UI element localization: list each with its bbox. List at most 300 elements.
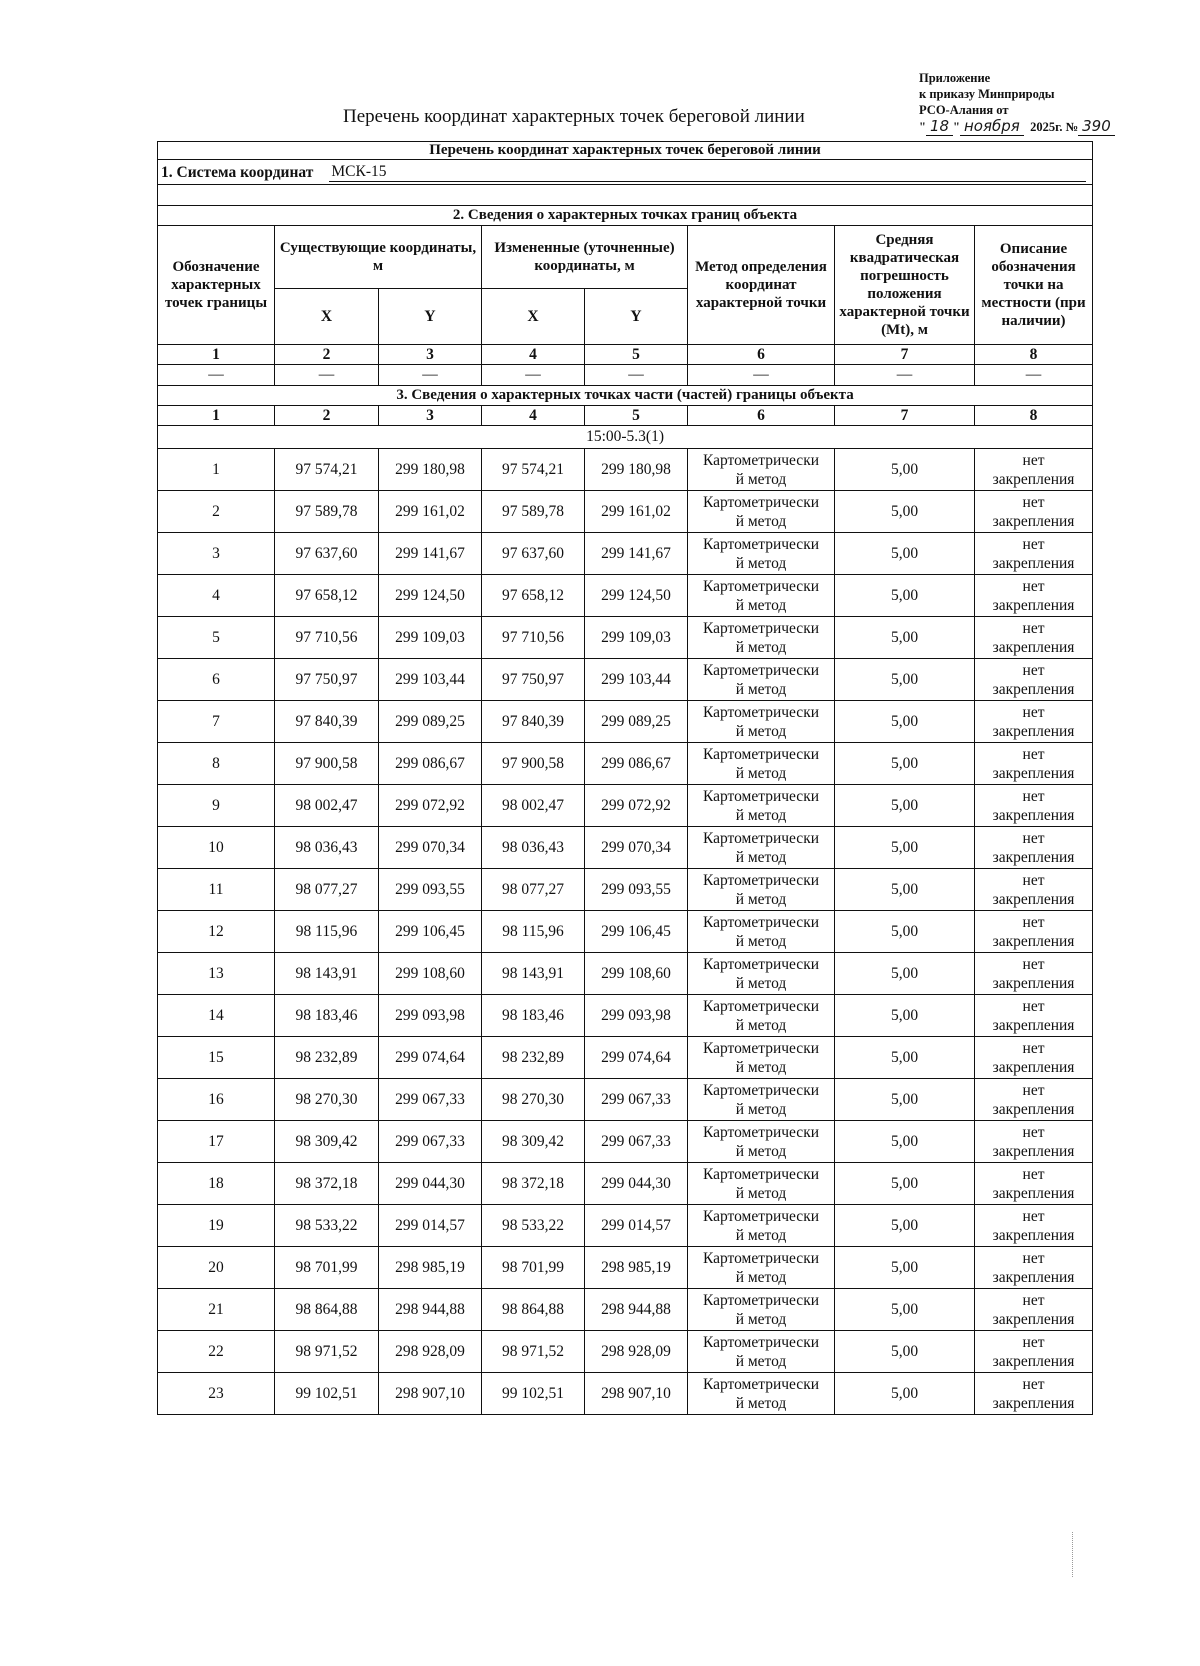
- table-row: [158, 1331, 1093, 1373]
- method-cell: [688, 449, 835, 491]
- method-line-1: Картометрически: [702, 997, 820, 1015]
- changed-y: 299 067,33: [585, 1121, 688, 1163]
- method-line-1: Картометрически: [702, 1123, 820, 1141]
- existing-y: 299 124,50: [379, 575, 482, 617]
- method-line-1: Картометрически: [702, 1291, 820, 1309]
- description-line-2: закрепления: [992, 1310, 1075, 1328]
- method-line-2: й метод: [735, 1100, 787, 1118]
- error-value: 5,00: [835, 911, 975, 953]
- method-line-2: й метод: [735, 806, 787, 824]
- existing-y: 299 067,33: [379, 1121, 482, 1163]
- description-line-1: нет: [1022, 1165, 1045, 1183]
- method-cell: [688, 1121, 835, 1163]
- method-line-1: Картометрически: [702, 1165, 820, 1183]
- description-line-1: нет: [1022, 703, 1045, 721]
- error-value: 5,00: [835, 491, 975, 533]
- existing-y: 299 072,92: [379, 785, 482, 827]
- existing-y: 299 103,44: [379, 659, 482, 701]
- description-line-2: закрепления: [992, 470, 1075, 488]
- coordinate-system-label: 1. Система координат: [161, 164, 314, 181]
- section-3-title: 3. Сведения о характерных точках части (частей) границы объекта: [158, 386, 1093, 406]
- error-value: 5,00: [835, 1247, 975, 1289]
- changed-x: 98 971,52: [482, 1331, 585, 1373]
- description-line-1: нет: [1022, 1207, 1045, 1225]
- method-line-1: Картометрически: [702, 535, 820, 553]
- header-x-changed: X: [482, 289, 585, 345]
- existing-y: 299 106,45: [379, 911, 482, 953]
- existing-y: 299 108,60: [379, 953, 482, 995]
- method-line-1: Картометрически: [702, 661, 820, 679]
- method-line-2: й метод: [735, 1352, 787, 1370]
- point-number: 15: [158, 1037, 275, 1079]
- method-cell: [688, 1037, 835, 1079]
- method-line-2: й метод: [735, 638, 787, 656]
- description-line-2: закрепления: [992, 1100, 1075, 1118]
- changed-x: 98 143,91: [482, 953, 585, 995]
- stamp-date-quote-close: ": [953, 120, 960, 134]
- existing-y: 299 070,34: [379, 827, 482, 869]
- method-cell: [688, 785, 835, 827]
- method-line-2: й метод: [735, 512, 787, 530]
- table-row: [158, 575, 1093, 617]
- method-line-1: Картометрически: [702, 1207, 820, 1225]
- changed-x: 98 372,18: [482, 1163, 585, 1205]
- column-number: 3: [379, 345, 482, 365]
- error-value: 5,00: [835, 1121, 975, 1163]
- existing-x: 97 574,21: [275, 449, 379, 491]
- changed-y: 299 014,57: [585, 1205, 688, 1247]
- table-row: [158, 1289, 1093, 1331]
- existing-x: 98 115,96: [275, 911, 379, 953]
- description-line-1: нет: [1022, 1375, 1045, 1393]
- changed-y: 299 074,64: [585, 1037, 688, 1079]
- changed-x: 98 232,89: [482, 1037, 585, 1079]
- table-row: [158, 1373, 1093, 1415]
- stamp-date-day: 18: [926, 117, 953, 136]
- description-line-2: закрепления: [992, 1016, 1075, 1034]
- changed-y: 299 070,34: [585, 827, 688, 869]
- column-number: 1: [158, 406, 275, 426]
- changed-y: 299 141,67: [585, 533, 688, 575]
- changed-y: 299 106,45: [585, 911, 688, 953]
- method-cell: [688, 1079, 835, 1121]
- description-cell: [975, 701, 1093, 743]
- method-line-2: й метод: [735, 764, 787, 782]
- changed-y: 299 093,55: [585, 869, 688, 911]
- error-value: 5,00: [835, 1331, 975, 1373]
- dash-cell: —: [275, 365, 379, 386]
- existing-x: 98 309,42: [275, 1121, 379, 1163]
- description-cell: [975, 575, 1093, 617]
- point-number: 23: [158, 1373, 275, 1415]
- method-line-1: Картометрически: [702, 745, 820, 763]
- method-line-1: Картометрически: [702, 913, 820, 931]
- method-line-1: Картометрически: [702, 1081, 820, 1099]
- description-line-1: нет: [1022, 787, 1045, 805]
- changed-y: 298 985,19: [585, 1247, 688, 1289]
- changed-x: 98 533,22: [482, 1205, 585, 1247]
- changed-y: 299 124,50: [585, 575, 688, 617]
- point-number: 21: [158, 1289, 275, 1331]
- changed-y: 298 928,09: [585, 1331, 688, 1373]
- changed-x: 98 309,42: [482, 1121, 585, 1163]
- method-line-1: Картометрически: [702, 577, 820, 595]
- description-line-1: нет: [1022, 1291, 1045, 1309]
- changed-y: 299 089,25: [585, 701, 688, 743]
- error-value: 5,00: [835, 1205, 975, 1247]
- existing-x: 98 270,30: [275, 1079, 379, 1121]
- description-line-2: закрепления: [992, 512, 1075, 530]
- section-2-row: [158, 206, 1093, 226]
- section-3-row: [158, 386, 1093, 406]
- existing-y: 299 180,98: [379, 449, 482, 491]
- existing-y: 299 074,64: [379, 1037, 482, 1079]
- description-line-1: нет: [1022, 871, 1045, 889]
- stamp-order-number: 390: [1078, 117, 1115, 136]
- changed-x: 98 002,47: [482, 785, 585, 827]
- dash-cell: —: [688, 365, 835, 386]
- description-line-1: нет: [1022, 1039, 1045, 1057]
- table-row: [158, 785, 1093, 827]
- method-cell: [688, 1247, 835, 1289]
- table-title-row: [158, 142, 1093, 160]
- header-row-main: [158, 226, 1093, 289]
- description-line-2: закрепления: [992, 596, 1075, 614]
- description-line-2: закрепления: [992, 554, 1075, 572]
- part-code-row: [158, 426, 1093, 449]
- method-line-2: й метод: [735, 722, 787, 740]
- description-line-1: нет: [1022, 619, 1045, 637]
- method-line-2: й метод: [735, 554, 787, 572]
- table-row: [158, 827, 1093, 869]
- existing-x: 97 750,97: [275, 659, 379, 701]
- error-value: 5,00: [835, 785, 975, 827]
- column-number: 5: [585, 345, 688, 365]
- error-value: 5,00: [835, 659, 975, 701]
- existing-x: 98 232,89: [275, 1037, 379, 1079]
- method-cell: [688, 491, 835, 533]
- error-value: 5,00: [835, 1163, 975, 1205]
- changed-y: 298 944,88: [585, 1289, 688, 1331]
- method-line-1: Картометрически: [702, 1249, 820, 1267]
- method-line-2: й метод: [735, 1016, 787, 1034]
- method-line-2: й метод: [735, 680, 787, 698]
- existing-x: 98 533,22: [275, 1205, 379, 1247]
- point-number: 3: [158, 533, 275, 575]
- description-cell: [975, 1079, 1093, 1121]
- scan-mark: [1072, 1532, 1074, 1577]
- error-value: 5,00: [835, 449, 975, 491]
- header-existing: Существующие координаты, м: [275, 226, 482, 289]
- changed-x: 97 900,58: [482, 743, 585, 785]
- table-row: [158, 1205, 1093, 1247]
- changed-x: 97 589,78: [482, 491, 585, 533]
- description-line-1: нет: [1022, 829, 1045, 847]
- description-line-1: нет: [1022, 1333, 1045, 1351]
- table-row: [158, 743, 1093, 785]
- existing-x: 98 077,27: [275, 869, 379, 911]
- error-value: 5,00: [835, 701, 975, 743]
- column-numbers-row: [158, 345, 1093, 365]
- column-number: 4: [482, 406, 585, 426]
- table-row: [158, 659, 1093, 701]
- existing-y: 299 067,33: [379, 1079, 482, 1121]
- changed-y: 299 108,60: [585, 953, 688, 995]
- stamp-line-2: к приказу Минприроды: [919, 87, 1055, 101]
- table-row: [158, 1037, 1093, 1079]
- changed-x: 98 036,43: [482, 827, 585, 869]
- description-cell: [975, 617, 1093, 659]
- stamp-line-3: РСО-Алания от: [919, 103, 1009, 117]
- table-row: [158, 533, 1093, 575]
- description-cell: [975, 1247, 1093, 1289]
- method-line-2: й метод: [735, 1142, 787, 1160]
- existing-x: 97 589,78: [275, 491, 379, 533]
- description-cell: [975, 533, 1093, 575]
- header-y-changed: Y: [585, 289, 688, 345]
- existing-x: 98 002,47: [275, 785, 379, 827]
- error-value: 5,00: [835, 827, 975, 869]
- existing-y: 299 161,02: [379, 491, 482, 533]
- description-line-1: нет: [1022, 1123, 1045, 1141]
- method-line-1: Картометрически: [702, 955, 820, 973]
- description-line-1: нет: [1022, 955, 1045, 973]
- description-line-2: закрепления: [992, 1226, 1075, 1244]
- header-y-existing: Y: [379, 289, 482, 345]
- description-cell: [975, 785, 1093, 827]
- column-number: 4: [482, 345, 585, 365]
- description-line-2: закрепления: [992, 890, 1075, 908]
- description-cell: [975, 1163, 1093, 1205]
- method-line-1: Картометрически: [702, 871, 820, 889]
- existing-y: 299 044,30: [379, 1163, 482, 1205]
- description-line-2: закрепления: [992, 932, 1075, 950]
- method-cell: [688, 701, 835, 743]
- description-line-2: закрепления: [992, 848, 1075, 866]
- description-cell: [975, 449, 1093, 491]
- method-line-2: й метод: [735, 890, 787, 908]
- method-cell: [688, 911, 835, 953]
- changed-y: 299 093,98: [585, 995, 688, 1037]
- method-line-1: Картометрически: [702, 451, 820, 469]
- method-cell: [688, 1163, 835, 1205]
- method-cell: [688, 869, 835, 911]
- stamp-line-1: Приложение: [919, 71, 991, 85]
- method-cell: [688, 953, 835, 995]
- point-number: 1: [158, 449, 275, 491]
- method-cell: [688, 575, 835, 617]
- method-line-1: Картометрически: [702, 1333, 820, 1351]
- method-cell: [688, 1205, 835, 1247]
- existing-y: 299 014,57: [379, 1205, 482, 1247]
- table-row: [158, 491, 1093, 533]
- method-line-2: й метод: [735, 1184, 787, 1202]
- dash-cell: —: [975, 365, 1093, 386]
- table-row: [158, 1121, 1093, 1163]
- point-number: 18: [158, 1163, 275, 1205]
- description-line-2: закрепления: [992, 638, 1075, 656]
- point-number: 11: [158, 869, 275, 911]
- column-number: 7: [835, 345, 975, 365]
- point-number: 13: [158, 953, 275, 995]
- description-cell: [975, 911, 1093, 953]
- method-line-1: Картометрически: [702, 829, 820, 847]
- table-row: [158, 617, 1093, 659]
- existing-y: 298 944,88: [379, 1289, 482, 1331]
- point-number: 12: [158, 911, 275, 953]
- description-line-2: закрепления: [992, 1184, 1075, 1202]
- changed-y: 299 067,33: [585, 1079, 688, 1121]
- description-line-1: нет: [1022, 661, 1045, 679]
- existing-x: 97 710,56: [275, 617, 379, 659]
- description-line-1: нет: [1022, 913, 1045, 931]
- table-row: [158, 995, 1093, 1037]
- method-cell: [688, 617, 835, 659]
- dash-cell: —: [158, 365, 275, 386]
- description-line-2: закрепления: [992, 806, 1075, 824]
- column-number: 6: [688, 406, 835, 426]
- header-designation: Обозначение характерных точек границы: [158, 226, 275, 345]
- method-line-1: Картометрически: [702, 1039, 820, 1057]
- description-cell: [975, 1373, 1093, 1415]
- point-number: 17: [158, 1121, 275, 1163]
- description-line-1: нет: [1022, 745, 1045, 763]
- coordinate-system-value: МСК-15: [329, 163, 1086, 182]
- document-title: Перечень координат характерных точек береговой линии: [343, 106, 805, 127]
- description-cell: [975, 659, 1093, 701]
- method-line-2: й метод: [735, 596, 787, 614]
- error-value: 5,00: [835, 575, 975, 617]
- description-line-1: нет: [1022, 493, 1045, 511]
- changed-x: 99 102,51: [482, 1373, 585, 1415]
- dash-cell: —: [482, 365, 585, 386]
- method-cell: [688, 1331, 835, 1373]
- point-number: 8: [158, 743, 275, 785]
- changed-x: 97 710,56: [482, 617, 585, 659]
- existing-x: 98 036,43: [275, 827, 379, 869]
- column-number: 6: [688, 345, 835, 365]
- column-number: 5: [585, 406, 688, 426]
- existing-y: 299 089,25: [379, 701, 482, 743]
- description-cell: [975, 869, 1093, 911]
- point-number: 14: [158, 995, 275, 1037]
- column-number: 2: [275, 345, 379, 365]
- method-line-2: й метод: [735, 1310, 787, 1328]
- table-row: [158, 1079, 1093, 1121]
- table-row: [158, 869, 1093, 911]
- blank-cell: [158, 185, 1093, 206]
- coordinates-table: [157, 141, 1093, 1415]
- changed-x: 97 658,12: [482, 575, 585, 617]
- existing-x: 98 971,52: [275, 1331, 379, 1373]
- existing-y: 298 985,19: [379, 1247, 482, 1289]
- description-line-1: нет: [1022, 577, 1045, 595]
- description-line-2: закрепления: [992, 722, 1075, 740]
- column-number: 8: [975, 406, 1093, 426]
- method-cell: [688, 533, 835, 575]
- changed-y: 299 072,92: [585, 785, 688, 827]
- existing-x: 98 701,99: [275, 1247, 379, 1289]
- method-line-1: Картометрически: [702, 619, 820, 637]
- method-line-1: Картометрически: [702, 787, 820, 805]
- changed-x: 97 750,97: [482, 659, 585, 701]
- point-number: 19: [158, 1205, 275, 1247]
- description-line-2: закрепления: [992, 680, 1075, 698]
- changed-x: 97 574,21: [482, 449, 585, 491]
- table-row: [158, 701, 1093, 743]
- description-cell: [975, 1205, 1093, 1247]
- description-line-1: нет: [1022, 1249, 1045, 1267]
- description-line-2: закрепления: [992, 974, 1075, 992]
- method-line-2: й метод: [735, 974, 787, 992]
- error-value: 5,00: [835, 617, 975, 659]
- point-number: 2: [158, 491, 275, 533]
- description-line-2: закрепления: [992, 1268, 1075, 1286]
- existing-x: 97 840,39: [275, 701, 379, 743]
- method-line-2: й метод: [735, 1058, 787, 1076]
- description-cell: [975, 953, 1093, 995]
- column-number: 8: [975, 345, 1093, 365]
- changed-y: 299 103,44: [585, 659, 688, 701]
- existing-x: 98 183,46: [275, 995, 379, 1037]
- description-cell: [975, 1121, 1093, 1163]
- existing-x: 98 864,88: [275, 1289, 379, 1331]
- table-title: Перечень координат характерных точек береговой линии: [158, 142, 1093, 160]
- point-number: 4: [158, 575, 275, 617]
- blank-row: [158, 185, 1093, 206]
- method-line-1: Картометрически: [702, 493, 820, 511]
- coordinate-system-cell: [158, 160, 1093, 185]
- description-cell: [975, 491, 1093, 533]
- dash-cell: —: [835, 365, 975, 386]
- changed-x: 98 864,88: [482, 1289, 585, 1331]
- approval-stamp: [919, 70, 1179, 135]
- existing-x: 99 102,51: [275, 1373, 379, 1415]
- method-line-2: й метод: [735, 932, 787, 950]
- changed-y: 298 907,10: [585, 1373, 688, 1415]
- header-method: Метод определения координат характерной точки: [688, 226, 835, 345]
- point-number: 7: [158, 701, 275, 743]
- point-number: 6: [158, 659, 275, 701]
- header-x-existing: X: [275, 289, 379, 345]
- table-row: [158, 449, 1093, 491]
- header-changed: Измененные (уточненные) координаты, м: [482, 226, 688, 289]
- error-value: 5,00: [835, 1037, 975, 1079]
- point-number: 20: [158, 1247, 275, 1289]
- method-line-1: Картометрически: [702, 703, 820, 721]
- description-line-2: закрепления: [992, 764, 1075, 782]
- changed-x: 97 637,60: [482, 533, 585, 575]
- error-value: 5,00: [835, 743, 975, 785]
- error-value: 5,00: [835, 953, 975, 995]
- description-line-1: нет: [1022, 451, 1045, 469]
- stamp-date-month: ноября: [960, 117, 1024, 136]
- changed-x: 98 270,30: [482, 1079, 585, 1121]
- column-number: 7: [835, 406, 975, 426]
- description-line-2: закрепления: [992, 1142, 1075, 1160]
- changed-y: 299 044,30: [585, 1163, 688, 1205]
- column-number: 2: [275, 406, 379, 426]
- changed-x: 97 840,39: [482, 701, 585, 743]
- existing-x: 98 143,91: [275, 953, 379, 995]
- stamp-date-line: [919, 118, 1179, 135]
- table-row: [158, 1163, 1093, 1205]
- description-cell: [975, 995, 1093, 1037]
- description-line-2: закрепления: [992, 1058, 1075, 1076]
- stamp-date-year: 2025г. №: [1030, 120, 1079, 134]
- dash-cell: —: [585, 365, 688, 386]
- method-cell: [688, 743, 835, 785]
